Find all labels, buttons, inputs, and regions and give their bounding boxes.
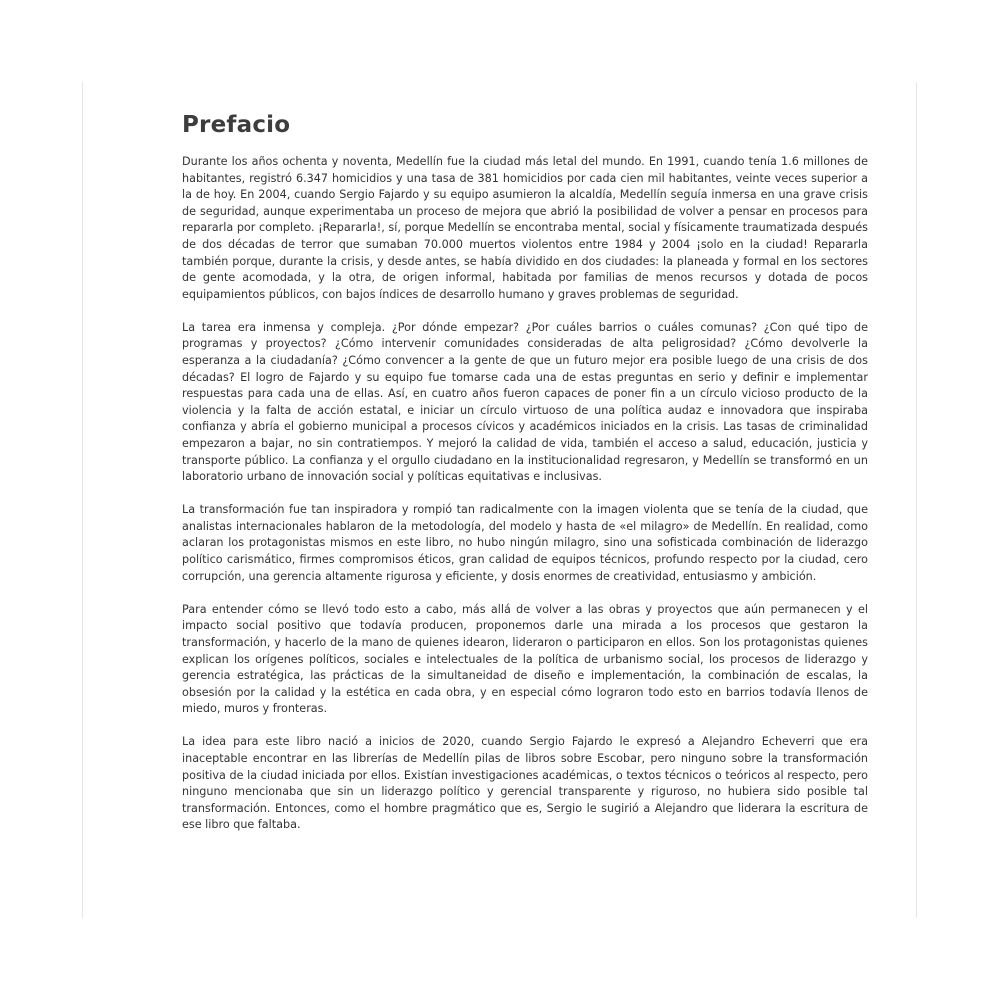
page-title: Prefacio (182, 112, 291, 138)
paragraph-4: Para entender cómo se llevó todo esto a cabo, más allá de volver a las obras y proyectos que aún permanecen y el impacto social positivo que todavía producen, proponemos darle una mirada a los procesos que gestaron la transformación, y hacerlo de la mano de quienes idearon, lideraron o participaron en ellos. Son los protagonistas quienes explican los orígenes políticos, sociales e intelectuales de la política de urbanismo social, los procesos de liderazgo y gerencia estratégica, las prácticas de la simultaneidad de diseño e implementación, la combinación de escalas, la obsesión por la calidad y la estética en cada obra, y en especial cómo lograron todo esto en barrios todavía llenos de miedo, muros y fronteras. (182, 602, 868, 716)
paragraph-3: La transformación fue tan inspiradora y rompió tan radicalmente con la imagen violenta que se tenía de la ciudad, que analistas internacionales hablaron de la metodología, del modelo y hasta de «el milagro» de Medellín. En realidad, como aclaran los protagonistas mismos en este libro, no hubo ningún milagro, sino una sofisticada combinación de liderazgo político carismático, firmes compromisos éticos, gran calidad de equipos técnicos, profundo respecto por la ciudad, cero corrupción, una gerencia altamente rigurosa y eficiente, y dosis enormes de creatividad, entusiasmo y ambición. (182, 503, 868, 583)
document-page (82, 82, 917, 918)
paragraph-5: La idea para este libro nació a inicios de 2020, cuando Sergio Fajardo le expresó a Alejandro Echeverri que era inaceptable encontrar en las librerías de Medellín pilas de libros sobre Escobar, pero ninguno sobre la transformación positiva de la ciudad iniciada por ellos. Existían investigaciones académicas, o textos técnicos o teóricos al respecto, pero ninguno mencionaba que sin un liderazgo político y gerencial transparente y riguroso, no hubiera sido posible tal transformación. Entonces, como el hombre pragmático que es, Sergio le sugirió a Alejandro que liderara la escritura de ese libro que faltaba. (182, 735, 868, 832)
paragraph-2: La tarea era inmensa y compleja. ¿Por dónde empezar? ¿Por cuáles barrios o cuáles comunas? ¿Con qué tipo de programas y proyectos? ¿Cómo intervenir comunidades consideradas de alta peligrosidad? ¿Cómo devolverle la esperanza a la ciudadanía? ¿Cómo convencer a la gente de que un futuro mejor era posible luego de una crisis de dos décadas? El logro de Fajardo y su equipo fue tomarse cada una de estas preguntas en serio y definir e implementar respuestas para cada una de ellas. Así, en cuatro años fueron capaces de poner fin a un círculo vicioso producto de la violencia y la falta de acción estatal, e iniciar un círculo virtuoso de una política audaz e innovadora que inspiraba confianza y abría el gobierno municipal a procesos cívicos y académicos iniciados en la crisis. Las tasas de criminalidad empezaron a bajar, no sin contratiempos. Y mejoró la calidad de vida, también el acceso a salud, educación, justicia y transporte público. La confianza y el orgullo ciudadano en la institucionalidad regresaron, y Medellín se transformó en un laboratorio urbano de innovación social y políticas equitativas e inclusivas. (182, 320, 868, 484)
paragraph-1: Durante los años ochenta y noventa, Medellín fue la ciudad más letal del mundo. En 1991, cuando tenía 1.6 millones de habitantes, registró 6.347 homicidios y una tasa de 381 homicidios por cada cien mil habitantes, veinte veces superior a la de hoy. En 2004, cuando Sergio Fajardo y su equipo asumieron la alcaldía, Medellín seguía inmersa en una grave crisis de seguridad, aunque experimentaba un proceso de mejora que abrió la posibilidad de volver a pensar en procesos para repararla por completo. ¡Repararla!, sí, porque Medellín se encontraba mental, social y físicamente traumatizada después de dos décadas de terror que sumaban 70.000 muertos violentos entre 1984 y 2004 ¡solo en la ciudad! Repararla también porque, durante la crisis, y desde antes, se había dividido en dos ciudades: la planeada y formal en los sectores de gente acomodada, y la otra, de origen informal, habitada por familias de menos recursos y dotada de pocos equipamientos públicos, con bajos índices de desarrollo humano y graves problemas de seguridad. (182, 155, 868, 301)
page-content (182, 112, 868, 850)
